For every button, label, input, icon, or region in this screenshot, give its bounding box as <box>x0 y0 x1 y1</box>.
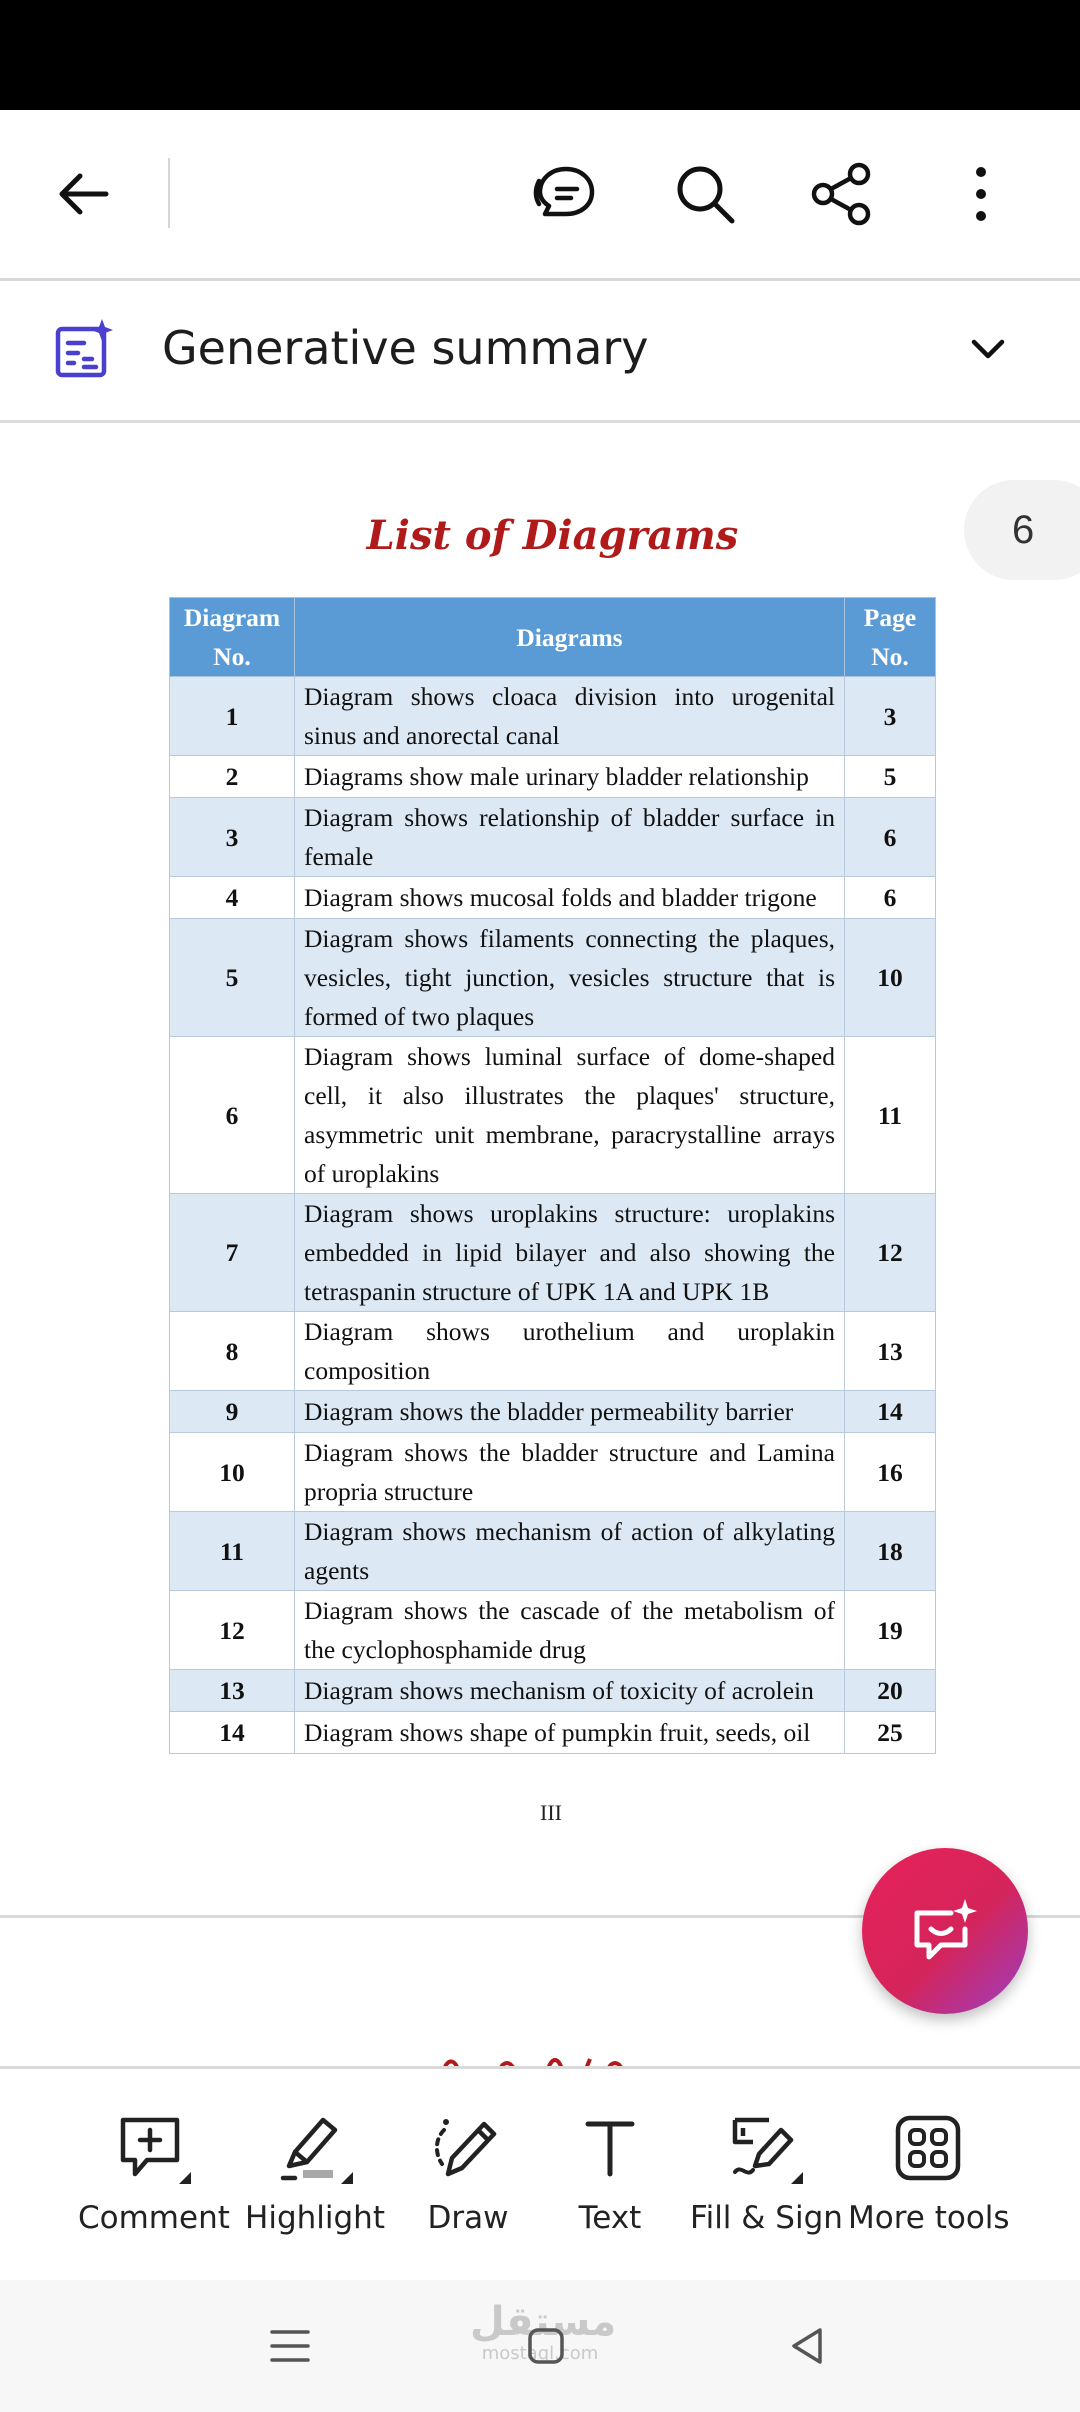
ai-assistant-button[interactable] <box>862 1848 1028 2014</box>
top-app-bar <box>0 110 1080 281</box>
text-tool[interactable] <box>550 2108 670 2258</box>
text-label: Text <box>578 2200 642 2236</box>
diagram-number: 4 <box>170 877 295 919</box>
table-row <box>170 756 936 798</box>
table-row <box>170 1670 936 1712</box>
home-icon[interactable] <box>514 2314 578 2378</box>
table-row <box>170 1391 936 1433</box>
back-arrow-icon[interactable] <box>44 154 124 234</box>
diagram-page: 14 <box>845 1391 936 1433</box>
table-row <box>170 919 936 1037</box>
diagram-page: 10 <box>845 919 936 1037</box>
diagram-number: 7 <box>170 1194 295 1312</box>
table-row <box>170 798 936 877</box>
status-bar <box>0 0 1080 110</box>
table-row <box>170 1512 936 1591</box>
draw-label: Draw <box>427 2200 509 2236</box>
diagram-description: Diagram shows uroplakins structure: uroplakins embedded in lipid bilayer and also showing the tetraspanin structure of UPK 1A and UPK 1B <box>295 1194 845 1312</box>
diagram-page: 11 <box>845 1037 936 1194</box>
table-row <box>170 1312 936 1391</box>
diagram-description: Diagram shows cloaca division into urogenital sinus and anorectal canal <box>295 677 845 756</box>
diagram-number: 11 <box>170 1512 295 1591</box>
diagram-description: Diagram shows filaments connecting the plaques, vesicles, tight junction, vesicles structure that is formed of two plaques <box>295 919 845 1037</box>
ai-summary-icon <box>52 317 116 381</box>
diagram-number: 2 <box>170 756 295 798</box>
diagram-number: 9 <box>170 1391 295 1433</box>
diagram-description: Diagrams show male urinary bladder relationship <box>295 756 845 798</box>
diagram-description: Diagram shows urothelium and uroplakin composition <box>295 1312 845 1391</box>
diagram-number: 14 <box>170 1712 295 1754</box>
page-indicator: 6 <box>964 480 1080 580</box>
diagram-page: 20 <box>845 1670 936 1712</box>
generative-summary-bar[interactable] <box>0 281 1080 423</box>
header-diagrams: Diagrams <box>295 598 845 677</box>
diagram-description: Diagram shows the bladder permeability barrier <box>295 1391 845 1433</box>
diagram-description: Diagram shows the bladder structure and Lamina propria structure <box>295 1433 845 1512</box>
text-icon <box>570 2108 650 2188</box>
fill-sign-icon <box>725 2108 805 2188</box>
diagram-description: Diagram shows mechanism of toxicity of acrolein <box>295 1670 845 1712</box>
back-nav-icon[interactable] <box>776 2314 840 2378</box>
grid-icon <box>888 2108 968 2188</box>
search-icon[interactable] <box>665 154 745 234</box>
watermark-arabic: مستقل <box>470 2299 617 2345</box>
watermark-latin: mostaql.com <box>481 2343 599 2364</box>
table-row <box>170 1712 936 1754</box>
chevron-down-icon[interactable] <box>960 321 1016 377</box>
more-tools-label: More tools <box>848 2200 1010 2236</box>
share-icon[interactable] <box>802 154 882 234</box>
diagram-page: 19 <box>845 1591 936 1670</box>
comment-icon <box>113 2108 193 2188</box>
table-header-row <box>170 598 936 677</box>
diagram-description: Diagram shows luminal surface of dome-shaped cell, it also illustrates the plaques' structure, asymmetric unit membrane, paracrystalline arrays of uroplakins <box>295 1037 845 1194</box>
diagram-number: 3 <box>170 798 295 877</box>
highlight-icon <box>275 2108 355 2188</box>
more-vertical-icon[interactable] <box>941 154 1021 234</box>
diagram-description: Diagram shows shape of pumpkin fruit, seeds, oil <box>295 1712 845 1754</box>
generative-summary-title: Generative summary <box>162 321 649 375</box>
diagram-page: 25 <box>845 1712 936 1754</box>
diagram-description: Diagram shows relationship of bladder surface in female <box>295 798 845 877</box>
diagram-description: Diagram shows mucosal folds and bladder trigone <box>295 877 845 919</box>
diagram-page: 6 <box>845 798 936 877</box>
fill-sign-tool[interactable] <box>690 2108 843 2258</box>
table-row <box>170 1037 936 1194</box>
diagram-number: 5 <box>170 919 295 1037</box>
diagram-page: 6 <box>845 877 936 919</box>
draw-icon <box>428 2108 508 2188</box>
comments-icon[interactable] <box>526 154 606 234</box>
diagram-number: 6 <box>170 1037 295 1194</box>
document-title: List of Diagrams <box>366 512 739 559</box>
draw-tool[interactable] <box>408 2108 528 2258</box>
diagram-page: 12 <box>845 1194 936 1312</box>
table-row <box>170 1591 936 1670</box>
diagram-page: 5 <box>845 756 936 798</box>
highlight-label: Highlight <box>245 2200 385 2236</box>
next-page-separator <box>0 2066 1080 2069</box>
diagram-description: Diagram shows the cascade of the metabolism of the cyclophosphamide drug <box>295 1591 845 1670</box>
table-row <box>170 677 936 756</box>
more-tools-button[interactable] <box>848 2108 1008 2258</box>
header-diagram-no: Diagram No. <box>170 598 295 677</box>
page-number: III <box>540 1800 562 1825</box>
diagram-page: 18 <box>845 1512 936 1591</box>
diagram-page: 16 <box>845 1433 936 1512</box>
table-row <box>170 1433 936 1512</box>
comment-label: Comment <box>78 2200 230 2236</box>
diagram-number: 10 <box>170 1433 295 1512</box>
diagram-description: Diagram shows mechanism of action of alkylating agents <box>295 1512 845 1591</box>
diagram-number: 12 <box>170 1591 295 1670</box>
bottom-toolbar <box>0 2070 1080 2280</box>
app-bar-divider <box>168 158 170 228</box>
diagram-page: 3 <box>845 677 936 756</box>
header-page-no: Page No. <box>845 598 936 677</box>
diagrams-table <box>169 597 936 1754</box>
diagram-number: 13 <box>170 1670 295 1712</box>
highlight-tool[interactable] <box>240 2108 390 2258</box>
comment-tool[interactable] <box>78 2108 228 2258</box>
recent-apps-icon[interactable] <box>258 2314 322 2378</box>
system-navigation-bar <box>0 2280 1080 2412</box>
diagram-number: 8 <box>170 1312 295 1391</box>
fill-sign-label: Fill & Sign <box>690 2200 843 2236</box>
diagram-page: 13 <box>845 1312 936 1391</box>
table-body <box>170 677 936 1754</box>
diagram-number: 1 <box>170 677 295 756</box>
table-row <box>170 1194 936 1312</box>
ai-assistant-icon <box>909 1895 981 1967</box>
table-row <box>170 877 936 919</box>
